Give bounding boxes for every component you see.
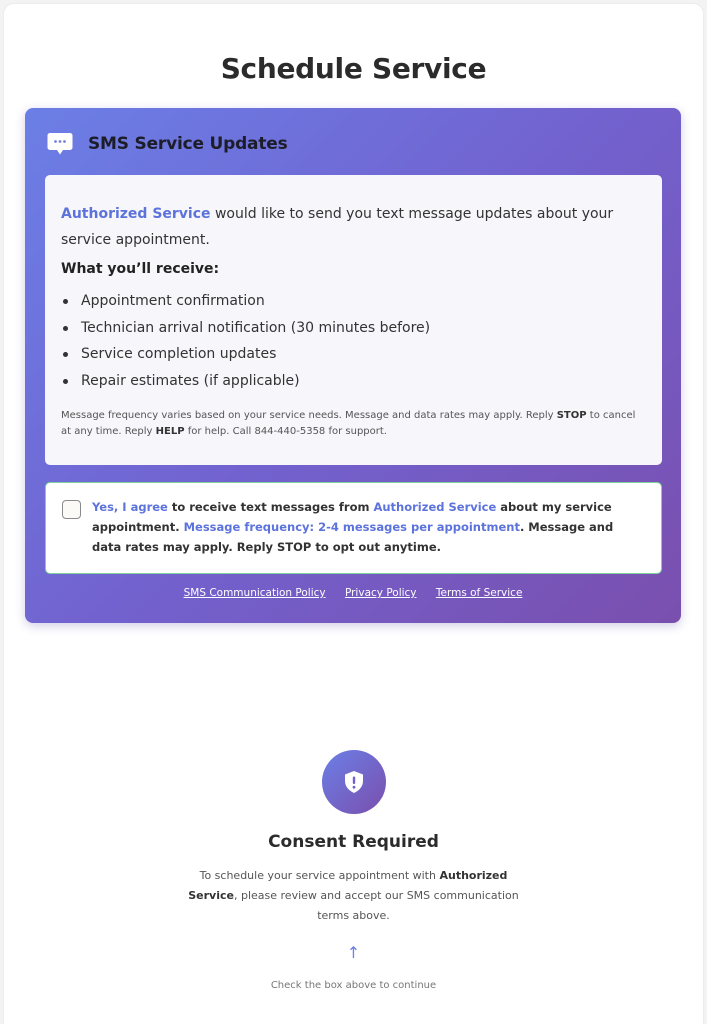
list-item: Repair estimates (if applicable) [61, 368, 646, 395]
sms-policy-link[interactable]: SMS Communication Policy [183, 587, 326, 599]
list-item: Appointment confirmation [61, 288, 646, 315]
consent-checkbox[interactable] [62, 500, 81, 519]
consent-required-title: Consent Required [268, 832, 439, 852]
brand-name: Authorized Service [61, 206, 211, 222]
arrow-up-icon: ↑ [346, 943, 361, 962]
sms-updates-panel [25, 108, 681, 623]
chat-bubble-icon [46, 130, 74, 158]
consent-text[interactable] [92, 497, 641, 557]
panel-header [46, 130, 288, 158]
privacy-policy-link[interactable]: Privacy Policy [344, 587, 417, 599]
brand-name: Authorized Service [188, 869, 508, 902]
consent-required-description [184, 866, 524, 926]
stop-keyword: STOP [556, 410, 587, 421]
terms-of-service-link[interactable]: Terms of Service [435, 587, 523, 599]
intro-body: would like to send you text message updates about your service appointment. [61, 206, 614, 248]
shield-badge [322, 750, 386, 814]
intro-text [61, 201, 646, 253]
description-text: , please review and accept our SMS communication terms above. [233, 889, 519, 922]
receive-heading: What you’ll receive: [61, 261, 220, 277]
page-title: Schedule Service [220, 52, 487, 85]
consent-required-section [0, 750, 707, 991]
fine-print-text: Message frequency varies based on your service needs. Message and data rates may apply. Reply [61, 410, 557, 421]
consent-box[interactable] [45, 482, 662, 574]
list-item: Technician arrival notification (30 minutes before) [61, 315, 646, 342]
consent-text-part: . Message and data rates may apply. Reply STOP to opt out anytime. [92, 520, 614, 554]
help-keyword: HELP [155, 426, 185, 437]
policy-links [25, 587, 681, 599]
fine-print-text: to cancel at any time. Reply [61, 410, 636, 437]
brand-name: Authorized Service [373, 500, 497, 514]
benefit-list [61, 288, 646, 394]
info-box [45, 175, 662, 465]
frequency-label: Message frequency: 2-4 messages per appointment [183, 520, 520, 534]
panel-title: SMS Service Updates [88, 134, 288, 154]
consent-text-part: to receive text messages from [167, 500, 374, 514]
fine-print [61, 408, 646, 440]
shield-alert-icon [341, 769, 367, 795]
description-text: To schedule your service appointment with [199, 869, 440, 882]
fine-print-text: for help. Call 844-440-5358 for support. [184, 426, 387, 437]
agree-label: Yes, I agree [92, 500, 168, 514]
list-item: Service completion updates [61, 341, 646, 368]
continue-hint: Check the box above to continue [270, 980, 437, 991]
consent-text-part: about my service appointment. [92, 500, 612, 534]
